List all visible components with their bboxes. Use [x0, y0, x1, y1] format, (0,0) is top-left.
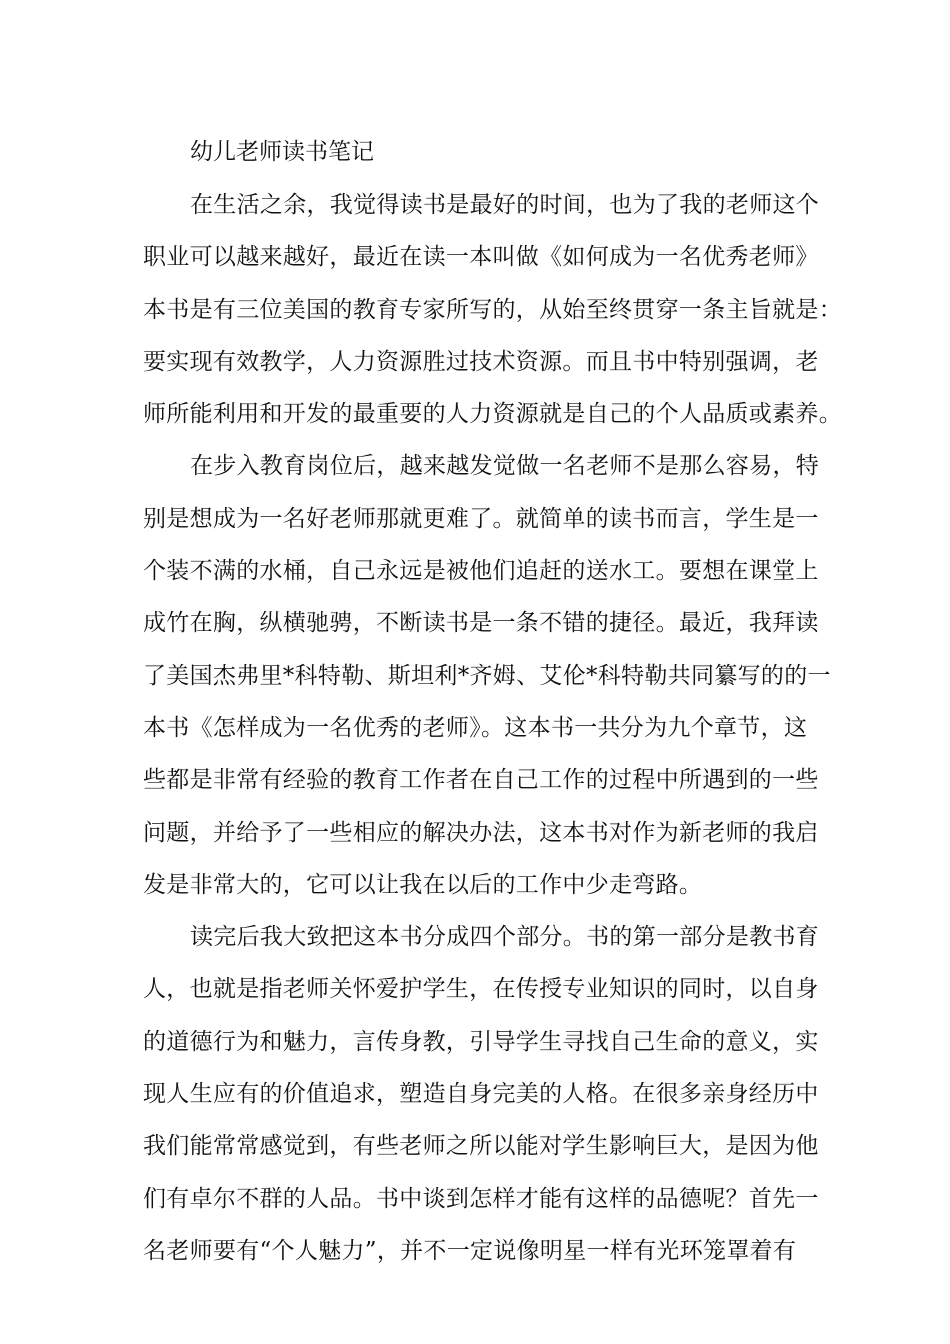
paragraph-1-line-4: 要实现有效教学，人力资源胜过技术资源。而且书中特别强调，老 — [143, 348, 819, 375]
paragraph-2-line-2: 别是想成为一名好老师那就更难了。就简单的读书而言，学生是一 — [143, 505, 819, 532]
paragraph-3-line-3: 的道德行为和魅力，言传身教，引导学生寻找自己生命的意义，实 — [143, 1028, 819, 1055]
document-title: 幼儿老师读书笔记 — [190, 139, 374, 165]
paragraph-2-line-5: 了美国杰弗里*科特勒、斯坦利*齐姆、艾伦*科特勒共同纂写的的一 — [143, 662, 831, 689]
paragraph-2-line-1: 在步入教育岗位后，越来越发觉做一名老师不是那么容易，特 — [190, 453, 820, 480]
paragraph-3-line-1: 读完后我大致把这本书分成四个部分。书的第一部分是教书育 — [190, 924, 820, 951]
paragraph-2-line-4: 成竹在胸，纵横驰骋，不断读书是一条不错的捷径。最近，我拜读 — [143, 610, 819, 637]
paragraph-2-line-6: 本书《怎样成为一名优秀的老师》。这本书一共分为九个章节，这 — [143, 714, 808, 741]
paragraph-3-line-7: 名老师要有“个人魅力”，并不一定说像明星一样有光环笼罩着有 — [143, 1237, 797, 1264]
paragraph-1-line-1: 在生活之余，我觉得读书是最好的时间，也为了我的老师这个 — [190, 192, 820, 218]
paragraph-3-line-5: 我们能常常感觉到，有些老师之所以能对学生影响巨大，是因为他 — [143, 1133, 819, 1160]
paragraph-1-line-3: 本书是有三位美国的教育专家所写的，从始至终贯穿一条主旨就是： — [143, 296, 842, 323]
paragraph-1-line-5: 师所能利用和开发的最重要的人力资源就是自己的个人品质或素养。 — [143, 401, 842, 428]
paragraph-2-line-9: 发是非常大的，它可以让我在以后的工作中少走弯路。 — [143, 871, 703, 898]
paragraph-3-line-4: 现人生应有的价值追求，塑造自身完美的人格。在很多亲身经历中 — [143, 1081, 819, 1108]
paragraph-1-line-2: 职业可以越来越好，最近在读一本叫做《如何成为一名优秀老师》 — [143, 244, 819, 271]
paragraph-2-line-7: 些都是非常有经验的教育工作者在自己工作的过程中所遇到的一些 — [143, 767, 819, 794]
paragraph-2-line-8: 问题，并给予了一些相应的解决办法，这本书对作为新老师的我启 — [143, 819, 819, 846]
paragraph-3-line-6: 们有卓尔不群的人品。书中谈到怎样才能有这样的品德呢？首先一 — [143, 1185, 819, 1212]
paragraph-2-line-3: 个装不满的水桶，自己永远是被他们追赶的送水工。要想在课堂上 — [143, 558, 819, 585]
paragraph-3-line-2: 人，也就是指老师关怀爱护学生，在传授专业知识的同时，以自身 — [143, 976, 819, 1003]
document-body — [143, 132, 842, 1277]
